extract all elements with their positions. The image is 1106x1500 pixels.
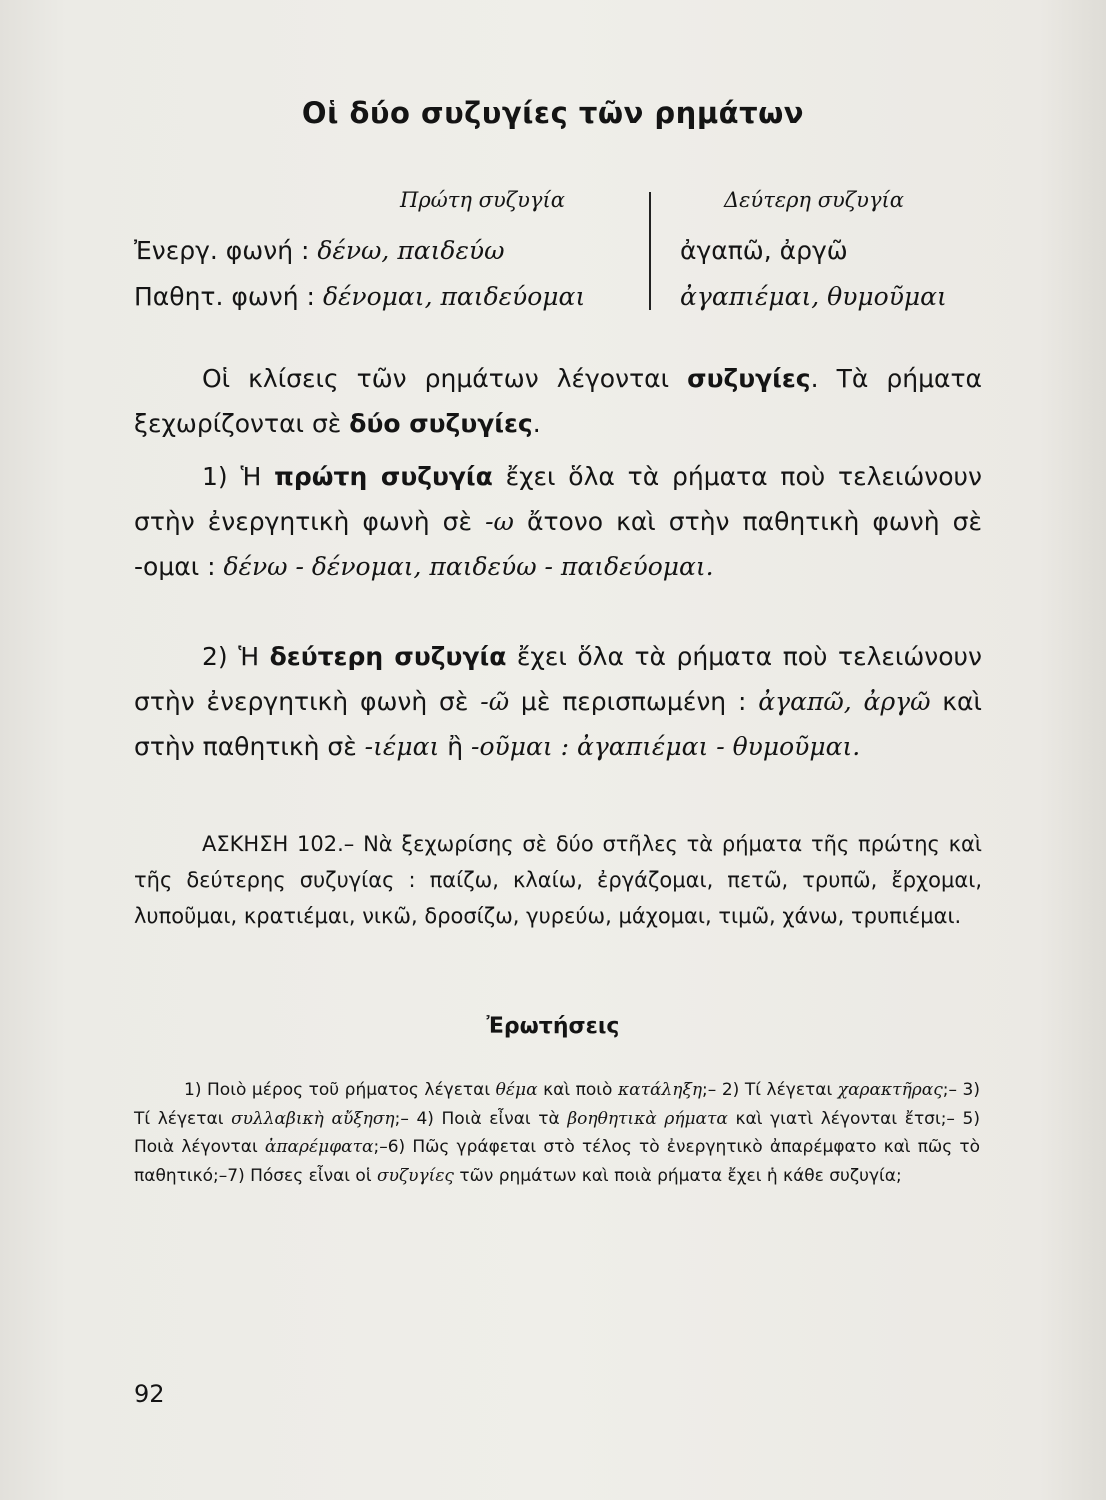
rule2-bold: δεύτερη συζυγία (269, 642, 507, 671)
first-conjugation-header: Πρώτη συζυγία (400, 188, 565, 212)
question-7-term: συζυγίες (377, 1165, 454, 1186)
questions-list (134, 1076, 980, 1190)
active-second-examples: ἀγαπῶ, ἀργῶ (680, 236, 848, 265)
intro-paragraph (134, 356, 982, 446)
rule1-bold: πρώτη συζυγία (274, 462, 493, 491)
second-conjugation-header: Δεύτερη συζυγία (724, 188, 904, 212)
question-2-text: ;– 2) Τί λέγεται (702, 1080, 838, 1100)
rule2-ending-2: -ιέμαι (364, 732, 440, 761)
rule2-examples-active: ἀγαπῶ, ἀργῶ (758, 687, 931, 716)
question-1-text: 1) Ποιὸ μέρος τοῦ ρήματος λέγεται (184, 1080, 496, 1100)
questions-heading: Ἐρωτήσεις (486, 1014, 620, 1039)
conjugation-table (134, 188, 984, 318)
page-title: Οἱ δύο συζυγίες τῶν ρημάτων (301, 96, 805, 130)
intro-bold-1: συζυγίες (687, 364, 811, 393)
rule1-ending: -ω (485, 507, 514, 536)
column-divider (649, 192, 651, 310)
active-voice-first (134, 236, 504, 265)
passive-voice-first (134, 282, 585, 311)
rule2-text-3: καὶ στὴν παθητικὴ σὲ (134, 687, 982, 761)
passive-voice-label: Παθητ. φωνή : (134, 282, 315, 311)
rule-second-conjugation (134, 634, 982, 769)
rule1-number: 1) Ἡ (202, 462, 275, 491)
exercise-102 (134, 826, 982, 934)
passive-second-examples: ἀγαπιέμαι, θυμοῦμαι (680, 282, 947, 311)
passive-first-examples: δένομαι, παιδεύομαι (322, 282, 586, 311)
exercise-label: ΑΣΚΗΣΗ 102.– (202, 832, 355, 856)
question-7-text-2: τῶν ρημάτων καὶ ποιὰ ρήματα ἔχει ἡ κάθε συζυγία; (453, 1165, 902, 1186)
active-first-examples: δένω, παιδεύω (317, 236, 505, 265)
intro-text-1: Οἱ κλίσεις τῶν ρημάτων λέγονται (202, 364, 688, 393)
rule1-text-2: ἄτονο καὶ στὴν παθητικὴ φωνὴ σὲ -ομαι : (134, 507, 983, 581)
intro-text-2: . Τὰ ρήματα ξεχωρίζονται σὲ (134, 364, 982, 438)
question-2-term: χαρακτῆρας (837, 1080, 943, 1100)
rule1-text-1: ἔχει ὅλα τὰ ρήματα ποὺ τελειώνουν στὴν ἐνεργητικὴ φωνὴ σὲ (134, 462, 982, 536)
rule1-examples: δένω - δένομαι, παιδεύω - παιδεύομαι. (223, 552, 714, 581)
intro-text-3: . (532, 409, 541, 438)
rule2-examples-passive: -οῦμαι : ἀγαπιέμαι - θυμοῦμαι. (471, 732, 861, 761)
rule2-text-1: ἔχει ὅλα τὰ ρήματα ποὺ τελειώνουν στὴν ἐνεργητικὴ φωνὴ σὲ (134, 642, 982, 716)
active-voice-label: Ἐνεργ. φωνή : (134, 236, 310, 265)
question-3-text: ;– 3) Τί λέγεται (134, 1080, 980, 1129)
rule2-number: 2) Ἡ (202, 642, 270, 671)
question-1-text-2: καὶ ποιὸ (537, 1080, 618, 1100)
rule-first-conjugation (134, 454, 982, 589)
question-6-7-text: ;–6) Πῶς γράφεται στὸ τέλος τὸ ἐνεργητικὸ ἀπαρέμφατο καὶ πῶς τὸ παθητικό;–7) Πόσες εἶναι οἱ (134, 1137, 980, 1186)
page-number: 92 (134, 1380, 165, 1408)
rule2-text-2: μὲ περισπωμένη : (509, 687, 759, 716)
exercise-text: Νὰ ξεχωρίσης σὲ δύο στῆλες τὰ ρήματα τῆς πρώτης καὶ τῆς δεύτερης συζυγίας : παίζω, κλαίω, ἐργάζομαι, πετῶ, τρυπῶ, ἔρχομαι, λυποῦμαι, κρατιέμαι, νικῶ, δροσίζω, γυρεύω, μάχομαι, τιμῶ, χάνω, τρυπιέμαι. (134, 832, 982, 928)
rule2-ending: -ῶ (480, 687, 510, 716)
question-4-text: ;– 4) Ποιὰ εἶναι τὰ (394, 1108, 568, 1129)
question-1-term-2: κατάληξη (618, 1080, 703, 1100)
question-1-term-1: θέμα (495, 1080, 538, 1100)
question-5-text: καὶ γιατὶ λέγονται ἔτσι;– 5) Ποιὰ λέγονται (134, 1108, 980, 1157)
question-3-term: συλλαβικὴ αὔξηση (231, 1108, 395, 1129)
question-5-term: ἀπαρέμφατα (264, 1137, 374, 1157)
question-4-term: βοηθητικὰ ρήματα (567, 1108, 728, 1129)
intro-bold-2: δύο συζυγίες (349, 409, 533, 438)
rule2-text-4: ἢ (439, 732, 472, 761)
